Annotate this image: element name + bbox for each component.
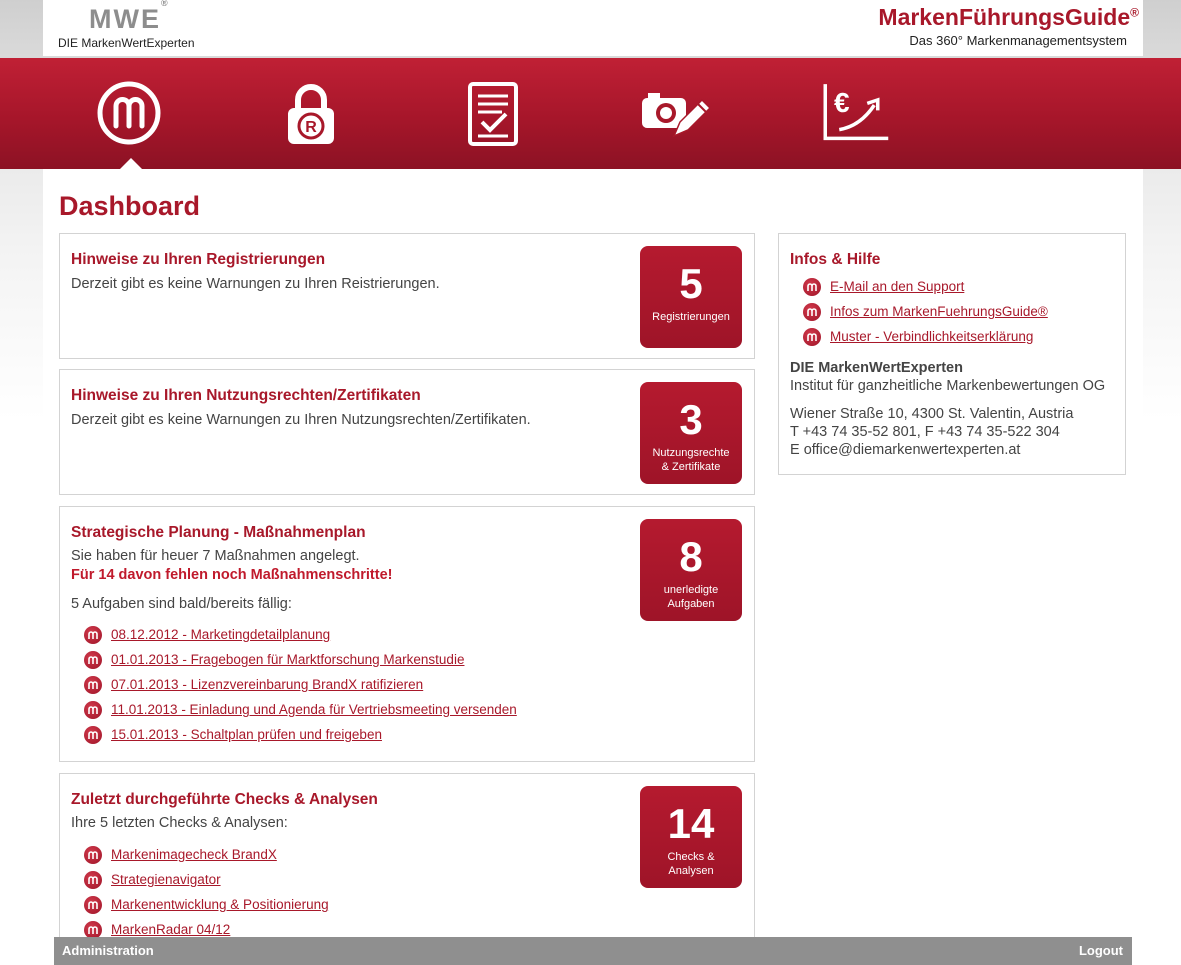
info-title: Infos & Hilfe	[790, 251, 881, 268]
task-link[interactable]: 08.12.2012 - Marketingdetailplanung	[111, 627, 331, 642]
list-item	[84, 697, 517, 722]
badge-number: 8	[679, 533, 703, 580]
tasks-badge[interactable]	[640, 519, 742, 621]
brand-reg: ®	[1130, 5, 1139, 20]
card-text: Derzeit gibt es keine Warnungen zu Ihren Nutzungsrechten/Zertifikaten.	[71, 412, 531, 428]
card-title: Hinweise zu Ihren Nutzungsrechten/Zertifikaten	[71, 387, 421, 404]
check-link[interactable]: Strategienavigator	[111, 872, 221, 887]
list-item	[84, 867, 329, 892]
mwe-bullet-icon	[84, 651, 102, 669]
company-block	[790, 359, 1105, 395]
brand-title	[878, 4, 1139, 31]
checks-badge[interactable]	[640, 786, 742, 888]
list-item	[84, 672, 517, 697]
card-planning	[59, 506, 755, 762]
nav-registrations[interactable]	[276, 78, 346, 148]
template-link[interactable]: Muster - Verbindlichkeitserklärung	[830, 329, 1034, 344]
nav-dashboard[interactable]	[94, 78, 164, 148]
card-title: Hinweise zu Ihren Registrierungen	[71, 251, 326, 268]
footer-bar	[54, 937, 1132, 965]
mwe-bullet-icon	[84, 701, 102, 719]
brand-subtitle: Das 360° Markenmanagementsystem	[909, 33, 1127, 48]
logo-text: MWE	[89, 4, 161, 34]
email-line: E office@diemarkenwertexperten.at	[790, 442, 1021, 458]
mwe-bullet-icon	[84, 921, 102, 939]
list-item	[803, 324, 1048, 349]
check-link[interactable]: Markenimagecheck BrandX	[111, 847, 277, 862]
card-title: Zuletzt durchgeführte Checks & Analysen	[71, 791, 378, 808]
mwe-bullet-icon	[84, 726, 102, 744]
rights-badge[interactable]	[640, 382, 742, 484]
list-item	[84, 622, 517, 647]
logo-reg: ®	[160, 0, 168, 8]
badge-label-1: Checks &	[667, 851, 715, 863]
svg-text:R: R	[305, 119, 317, 136]
badge-label-1: Nutzungsrechte	[652, 447, 730, 459]
guide-info-link[interactable]: Infos zum MarkenFuehrungsGuide®	[830, 304, 1048, 319]
mwe-logo-icon	[94, 78, 164, 148]
nav-certificates[interactable]	[458, 78, 528, 148]
mwe-bullet-icon	[84, 896, 102, 914]
badge-number: 5	[679, 260, 703, 307]
list-item	[84, 892, 329, 917]
nav-checks[interactable]	[640, 78, 710, 148]
header	[43, 0, 1143, 55]
phone-line: T +43 74 35-52 801, F +43 74 35-522 304	[790, 424, 1060, 440]
mwe-bullet-icon	[84, 871, 102, 889]
registrations-badge[interactable]	[640, 246, 742, 348]
list-item	[84, 647, 517, 672]
logout-link[interactable]: Logout	[1078, 943, 1123, 958]
badge-label-2: & Zertifikate	[661, 461, 721, 473]
card-rights	[59, 369, 755, 495]
company-desc: Institut für ganzheitliche Markenbewertungen OG	[790, 378, 1106, 394]
list-item	[84, 842, 329, 867]
badge-label-1: unerledigte	[663, 584, 719, 596]
due-text: 5 Aufgaben sind bald/bereits fällig:	[71, 596, 292, 612]
logo-subtitle: DIE MarkenWertExperten	[58, 36, 195, 50]
list-item	[803, 299, 1048, 324]
main-navigation	[0, 56, 1181, 169]
badge-label-2: Aufgaben	[667, 598, 715, 610]
address-line: Wiener Straße 10, 4300 St. Valentin, Austria	[790, 406, 1074, 422]
mwe-bullet-icon	[803, 278, 821, 296]
badge-number: 3	[679, 396, 703, 443]
card-registrations	[59, 233, 755, 359]
task-list	[84, 622, 517, 747]
brand-title-text: MarkenFührungsGuide	[878, 4, 1131, 30]
check-link[interactable]: MarkenRadar 04/12	[111, 922, 231, 937]
support-email-link[interactable]: E-Mail an den Support	[830, 279, 965, 294]
help-links	[803, 274, 1048, 349]
info-help-box	[778, 233, 1126, 475]
lock-registered-icon	[276, 78, 346, 148]
document-check-icon	[458, 78, 528, 148]
mwe-bullet-icon	[84, 676, 102, 694]
badge-number: 14	[667, 800, 715, 847]
mwe-logo[interactable]	[89, 0, 168, 35]
task-link[interactable]: 07.01.2013 - Lizenzvereinbarung BrandX ratifizieren	[111, 677, 424, 692]
task-link[interactable]: 01.01.2013 - Fragebogen für Marktforschung Markenstudie	[111, 652, 465, 667]
card-text: Ihre 5 letzten Checks & Analysen:	[71, 815, 288, 831]
list-item	[84, 722, 517, 747]
mwe-bullet-icon	[803, 303, 821, 321]
mwe-bullet-icon	[84, 846, 102, 864]
company-name: DIE MarkenWertExperten	[790, 360, 963, 376]
list-item	[803, 274, 1048, 299]
camera-pencil-icon	[640, 78, 710, 148]
card-text: Sie haben für heuer 7 Maßnahmen angelegt.	[71, 548, 360, 564]
mwe-bullet-icon	[803, 328, 821, 346]
nav-valuation[interactable]	[820, 78, 890, 148]
checks-list	[84, 842, 329, 942]
svg-text:€: €	[834, 87, 850, 119]
mwe-bullet-icon	[84, 626, 102, 644]
administration-link[interactable]: Administration	[62, 943, 154, 958]
badge-label: Registrierungen	[652, 311, 730, 323]
task-link[interactable]: 11.01.2013 - Einladung und Agenda für Vertriebsmeeting versenden	[111, 702, 517, 717]
address-block	[790, 405, 1073, 459]
page-title: Dashboard	[59, 191, 201, 221]
euro-chart-icon	[820, 78, 890, 148]
card-checks	[59, 773, 755, 948]
nav-active-indicator	[119, 158, 143, 170]
warning-text: Für 14 davon fehlen noch Maßnahmenschritte!	[71, 567, 393, 583]
check-link[interactable]: Markenentwicklung & Positionierung	[111, 897, 329, 912]
badge-label-2: Analysen	[668, 865, 714, 877]
task-link[interactable]: 15.01.2013 - Schaltplan prüfen und freigeben	[111, 727, 382, 742]
card-text: Derzeit gibt es keine Warnungen zu Ihren Reistrierungen.	[71, 276, 440, 292]
card-title: Strategische Planung - Maßnahmenplan	[71, 524, 366, 541]
